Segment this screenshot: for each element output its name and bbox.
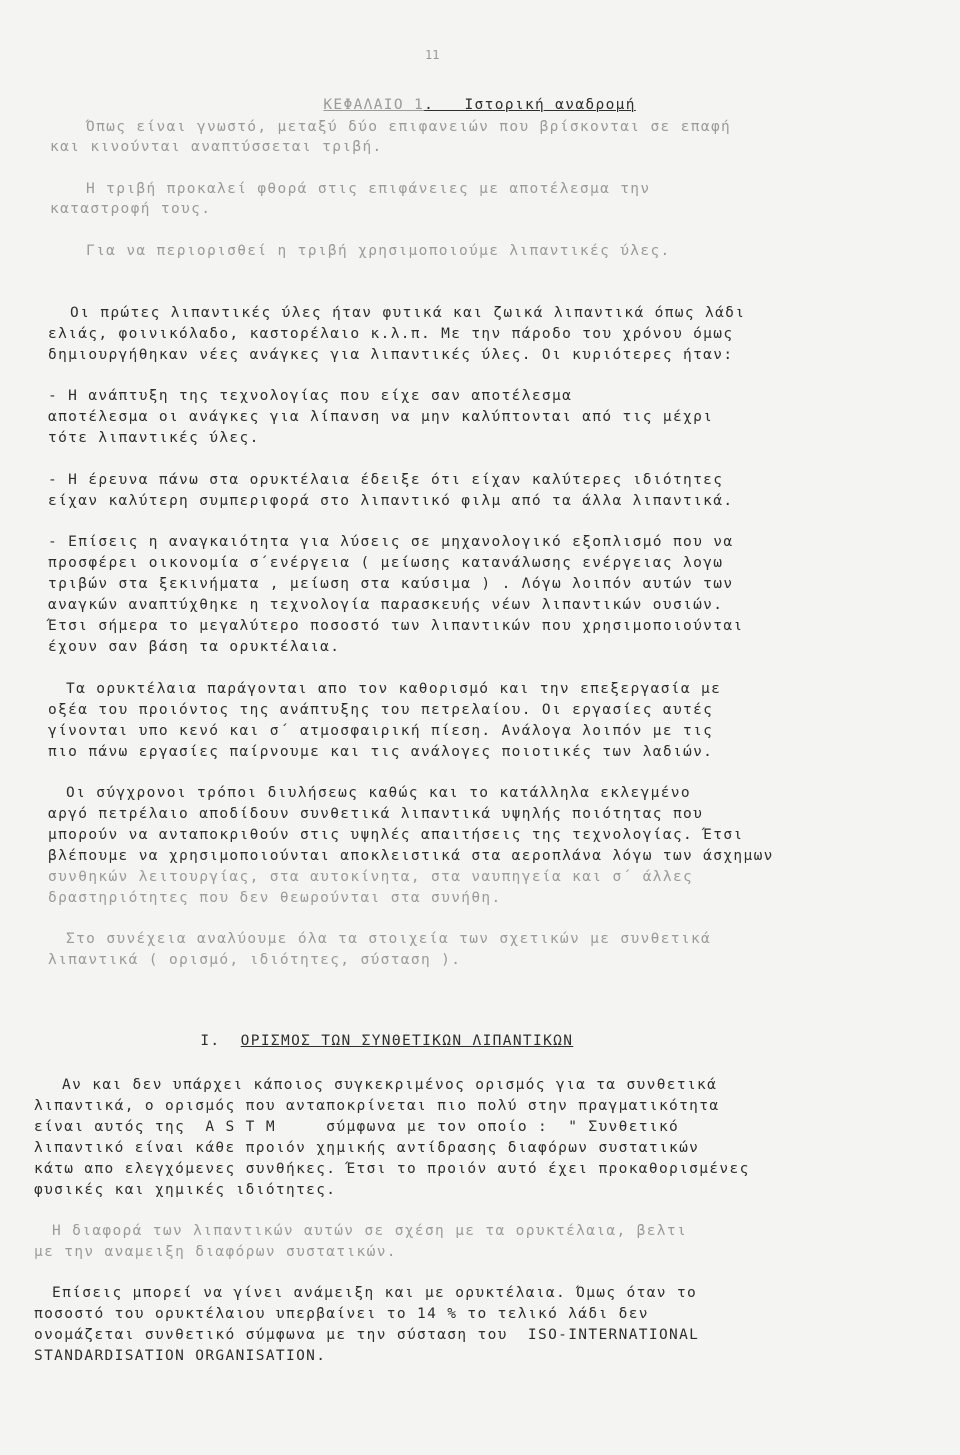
paragraph-line: συνθηκών λειτουργίας, στα αυτοκίνητα, στα ναυπηγεία και σ΄ άλλες: [48, 869, 694, 885]
paragraph-line: αργό πετρέλαιο αποδίδουν συνθετικά λιπαντικά υψηλής ποιότητας που: [48, 806, 704, 822]
page-number: 11: [425, 48, 440, 62]
paragraph-line: τότε λιπαντικές ύλες.: [48, 430, 260, 446]
paragraph-line: Επίσεις μπορεί να γίνει ανάμειξη και με ορυκτέλαια. Όμως όταν το: [52, 1285, 698, 1301]
paragraph-line: ποσοστό του ορυκτέλαιου υπερβαίνει το 14 % το τελικό λάδι δεν: [34, 1306, 649, 1322]
paragraph-line: πιο πάνω εργασίες παίρνουμε και τις ανάλογες ποιοτικές των λαδιών.: [48, 744, 714, 760]
paragraph-line: κάτω απο ελεγχόμενες συνθήκες. Έτσι το προιόν αυτό έχει προκαθορισμένες: [34, 1161, 750, 1177]
paragraph-line: Οι πρώτες λιπαντικές ύλες ήταν φυτικά και ζωικά λιπαντικά όπως λάδι: [70, 305, 746, 321]
paragraph-line: - Επίσεις η αναγκαιότητα για λύσεις σε μηχανολογικό εξοπλισμό που να: [48, 534, 734, 550]
chapter-label: ΚΕΦΑΛΑΙΟ 1: [323, 97, 425, 113]
paragraph-line: Οι σύγχρονοι τρόποι διυλήσεως καθώς και το κατάλληλα εκλεγμένο: [66, 785, 691, 801]
paragraph-line: είναι αυτός της A S T M σύμφωνα με τον οποίο : " Συνθετικό: [34, 1119, 680, 1135]
paragraph-line: ονομάζεται συνθετικό σύμφωνα με την σύσταση του ISO-INTERNATIONAL: [34, 1327, 700, 1343]
section-numeral: Ι.: [200, 1033, 221, 1049]
section-title: ΟΡΙΣΜΟΣ ΤΩΝ ΣΥΝΘΕΤΙΚΩΝ ΛΙΠΑΝΤΙΚΩΝ: [240, 1033, 574, 1049]
paragraph-line: Τα ορυκτέλαια παράγονται απο τον καθορισμό και την επεξεργασία με: [66, 681, 722, 697]
paragraph-line: - Η έρευνα πάνω στα ορυκτέλαια έδειξε ότι είχαν καλύτερες ιδιότητες: [48, 472, 724, 488]
chapter-heading: ΚΕΦΑΛΑΙΟ 1. Ιστορική αναδρομή: [323, 97, 636, 113]
paragraph-line: STANDARDISATION ORGANISATION.: [34, 1348, 327, 1364]
paragraph-line: οξέα του προιόντος της ανάπτυξης του πετρελαίου. Οι εργασίες αυτές: [48, 702, 714, 718]
paragraph-line: βλέπουμε να χρησιμοποιούνται αποκλειστικά στα αεροπλάνα λόγω των άσχημων: [48, 848, 774, 864]
paragraph-line: δραστηριότητες που δεν θεωρούνται στα συνήθη.: [48, 890, 502, 906]
paragraph-line: έχουν σαν βάση τα ορυκτέλαια.: [48, 639, 341, 655]
paragraph-line: λιπαντικά, ο ορισμός που ανταποκρίνεται πιο πολύ στην πραγματικότητα: [34, 1098, 720, 1114]
paragraph-line: αποτέλεσμα οι ανάγκες για λίπανση να μην καλύπτονται από τις μέχρι: [48, 409, 714, 425]
paragraph-line: - Η ανάπτυξη της τεχνολογίας που είχε σαν αποτέλεσμα: [48, 388, 573, 404]
paragraph-line: καταστροφή τους.: [50, 201, 212, 217]
paragraph-line: γίνονται υπο κενό και σ΄ ατμοσφαιρική πίεση. Ανάλογα λοιπόν με τις: [48, 723, 714, 739]
paragraph-line: λιπαντικό είναι κάθε προιόν χημικής αντίδρασης διαφόρων συστατικών: [34, 1140, 700, 1156]
paragraph-line: Η διαφορά των λιπαντικών αυτών σε σχέση με τα ορυκτέλαια, βελτι: [52, 1223, 688, 1239]
paragraph-line: με την αναμειξη διαφόρων συστατικών.: [34, 1244, 397, 1260]
paragraph-line: Στο συνέχεια αναλύουμε όλα τα στοιχεία των σχετικών με συνθετικά: [66, 931, 712, 947]
paragraph-line: Έτσι σήμερα το μεγαλύτερο ποσοστό των λιπαντικών που χρησιμοποιούνται: [48, 618, 744, 634]
paragraph-line: και κινούνται αναπτύσσεται τριβή.: [50, 139, 383, 155]
chapter-title: Ιστορική αναδρομή: [464, 97, 636, 113]
paragraph-line: λιπαντικά ( ορισμό, ιδιότητες, σύσταση ).: [48, 952, 462, 968]
paragraph-line: προσφέρει οικονομία σ΄ενέργεια ( μείωσης κατανάλωσης ενέργειας λογω: [48, 555, 724, 571]
paragraph-line: Όπως είναι γνωστό, μεταξύ δύο επιφανειών που βρίσκονται σε επαφή: [86, 119, 732, 135]
paragraph-line: ελιάς, φοινικόλαδο, καστορέλαιο κ.λ.π. Με την πάροδο του χρόνου όμως: [48, 326, 734, 342]
paragraph-line: αναγκών αναπτύχθηκε η τεχνολογία παρασκευής νέων λιπαντικών ουσιών.: [48, 597, 724, 613]
paragraph-line: είχαν καλύτερη συμπεριφορά στο λιπαντικό φιλμ από τα άλλα λιπαντικά.: [48, 493, 734, 509]
paragraph-line: δημιουργήθηκαν νέες ανάγκες για λιπαντικές ύλες. Οι κυριότερες ήταν:: [48, 347, 734, 363]
paragraph-line: τριβών στα ξεκινήματα , μείωση στα καύσιμα ) . Λόγω λοιπόν αυτών των: [48, 576, 734, 592]
paragraph-line: μπορούν να ανταποκριθούν στις υψηλές απαιτήσεις της τεχνολογίας. Έτσι: [48, 827, 744, 843]
section-heading: [160, 1014, 573, 1068]
paragraph-line: Για να περιορισθεί η τριβή χρησιμοποιούμε λιπαντικές ύλες.: [86, 243, 671, 259]
paragraph-line: Η τριβή προκαλεί φθορά στις επιφάνειες με αποτέλεσμα την: [86, 181, 651, 197]
paragraph-line: φυσικές και χημικές ιδιότητες.: [34, 1182, 337, 1198]
paragraph-line: Αν και δεν υπάρχει κάποιος συγκεκριμένος ορισμός για τα συνθετικά: [62, 1077, 718, 1093]
